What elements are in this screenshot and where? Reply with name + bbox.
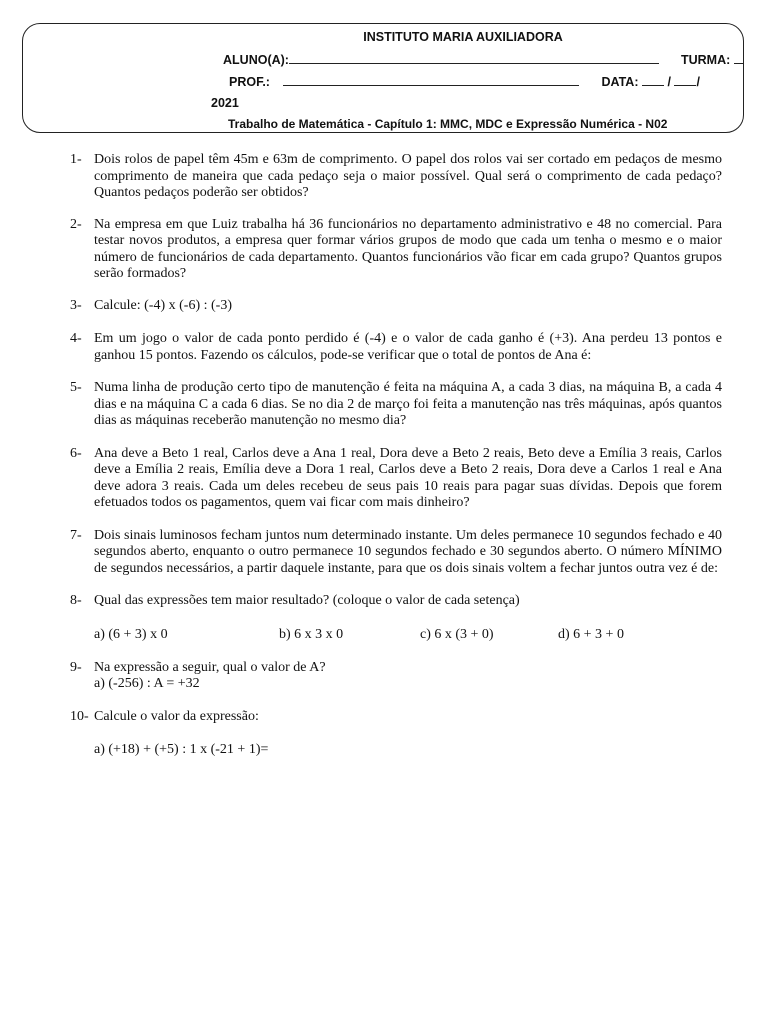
- date-day-line[interactable]: [642, 74, 664, 86]
- question-3: [70, 298, 722, 315]
- question-1: [70, 152, 722, 202]
- option-d: d) 6 + 3 + 0: [558, 626, 624, 642]
- date-label: DATA:: [601, 75, 639, 89]
- question-text: Na empresa em que Luiz trabalha há 36 funcionários no departamento administrativo e 48 no comercial. Para testar novos produtos, a empresa quer formar vários grupos de modo que cada um tenha o mesmo e o maior número de funcionários de cada departamento. Quantos funcionários vão ficar em cada grupo? Quantos grupos serão formados?: [94, 216, 722, 281]
- question-2: [70, 217, 722, 283]
- question-number: 4-: [70, 331, 82, 346]
- year: 2021: [211, 96, 239, 110]
- question-text: Na expressão a seguir, qual o valor de A?: [94, 659, 326, 675]
- question-number: 8-: [70, 593, 82, 608]
- question-text: Qual das expressões tem maior resultado? (coloque o valor de cada setença): [94, 593, 520, 608]
- question-number: 3-: [70, 297, 82, 313]
- question-7: [70, 528, 722, 578]
- student-name-line[interactable]: [289, 52, 659, 64]
- question-6: [70, 446, 722, 512]
- teacher-row: [229, 74, 700, 89]
- question-number: 2-: [70, 216, 82, 232]
- question-text: Calcule: (-4) x (-6) : (-3): [94, 297, 232, 313]
- class-label: TURMA:: [680, 53, 731, 67]
- question-text: Dois sinais luminosos fecham juntos num determinado instante. Um deles permanece 10 segundos fechado e 40 segundos aberto, enquanto o outro permanece 10 segundos fechado e 30 segundos aberto. O número MÍNIMO de segundos necessários, a partir daquele instante, para que os dois sinais voltem a fechar juntos outra vez é de:: [94, 527, 722, 576]
- worksheet-title: Trabalho de Matemática - Capítulo 1: MMC, MDC e Expressão Numérica - N02: [228, 117, 668, 131]
- question-text: Ana deve a Beto 1 real, Carlos deve a Ana 1 real, Dora deve a Beto 2 reais, Beto deve a Emília 3 reais, Carlos deve a Emília 2 reais, Emília deve a Dora 1 real, Carlos deve a Beto 2 reais, Dora deve a Carlos 1 real e Ana deve adora 3 reais. Cada um deles recebeu de seus pais 10 reais para pagar suas dívidas. Depois que forem efetuados todos os pagamentos, quem vai ficar com mais dinheiro?: [94, 445, 722, 510]
- question-text: Calcule o valor da expressão:: [94, 708, 259, 724]
- question-10: [70, 709, 722, 759]
- class-line[interactable]: [734, 52, 744, 64]
- question-text: Em um jogo o valor de cada ponto perdido é (-4) e o valor de cada ganho é (+3). Ana perdeu 13 pontos e ganhou 15 pontos. Fazendo os cálculos, pode-se verificar que o total de pontos de Ana é:: [94, 331, 722, 363]
- question-number: 5-: [70, 380, 82, 395]
- question-text: Dois rolos de papel têm 45m e 63m de comprimento. O papel dos rolos vai ser cortado em pedaços de mesmo comprimento de maneira que cada pedaço seja o maior possível. Qual será o comprimento de cada pedaço? Quantos pedaços poderão ser obtidos?: [94, 152, 722, 200]
- teacher-line[interactable]: [283, 74, 579, 86]
- question-number: 6-: [70, 445, 82, 461]
- date-month-line[interactable]: [674, 74, 696, 86]
- option-b: b) 6 x 3 x 0: [279, 626, 344, 642]
- date-sep-1: /: [667, 75, 671, 89]
- question-sub-item: a) (+18) + (+5) : 1 x (-21 + 1)=: [94, 742, 269, 757]
- questions-list: [70, 152, 722, 759]
- date-sep-2: /: [696, 75, 700, 89]
- question-number: 1-: [70, 152, 82, 167]
- header-box: [22, 23, 744, 133]
- question-number: 7-: [70, 527, 82, 543]
- question-number: 10-: [70, 708, 89, 724]
- question-9: [70, 660, 722, 693]
- question-number: 9-: [70, 659, 82, 675]
- option-c: c) 6 x (3 + 0): [420, 626, 494, 642]
- question-5: [70, 380, 722, 430]
- teacher-label: PROF.:: [229, 75, 270, 89]
- question-text: Numa linha de produção certo tipo de manutenção é feita na máquina A, a cada 3 dias, na máquina B, a cada 4 dias e na máquina C a cada 6 dias. Se no dia 2 de março foi feita a manutenção nas três máquinas, após quantos dias as máquinas receberão manutenção no mesmo dia?: [94, 380, 722, 428]
- student-row: [223, 52, 744, 67]
- question-4: [70, 331, 722, 364]
- student-label: ALUNO(A):: [223, 53, 289, 67]
- question-sub-item: a) (-256) : A = +32: [94, 676, 200, 691]
- option-a: a) (6 + 3) x 0: [94, 626, 168, 642]
- school-name: INSTITUTO MARIA AUXILIADORA: [363, 30, 563, 44]
- options-row: [94, 627, 722, 644]
- question-8: [70, 593, 722, 644]
